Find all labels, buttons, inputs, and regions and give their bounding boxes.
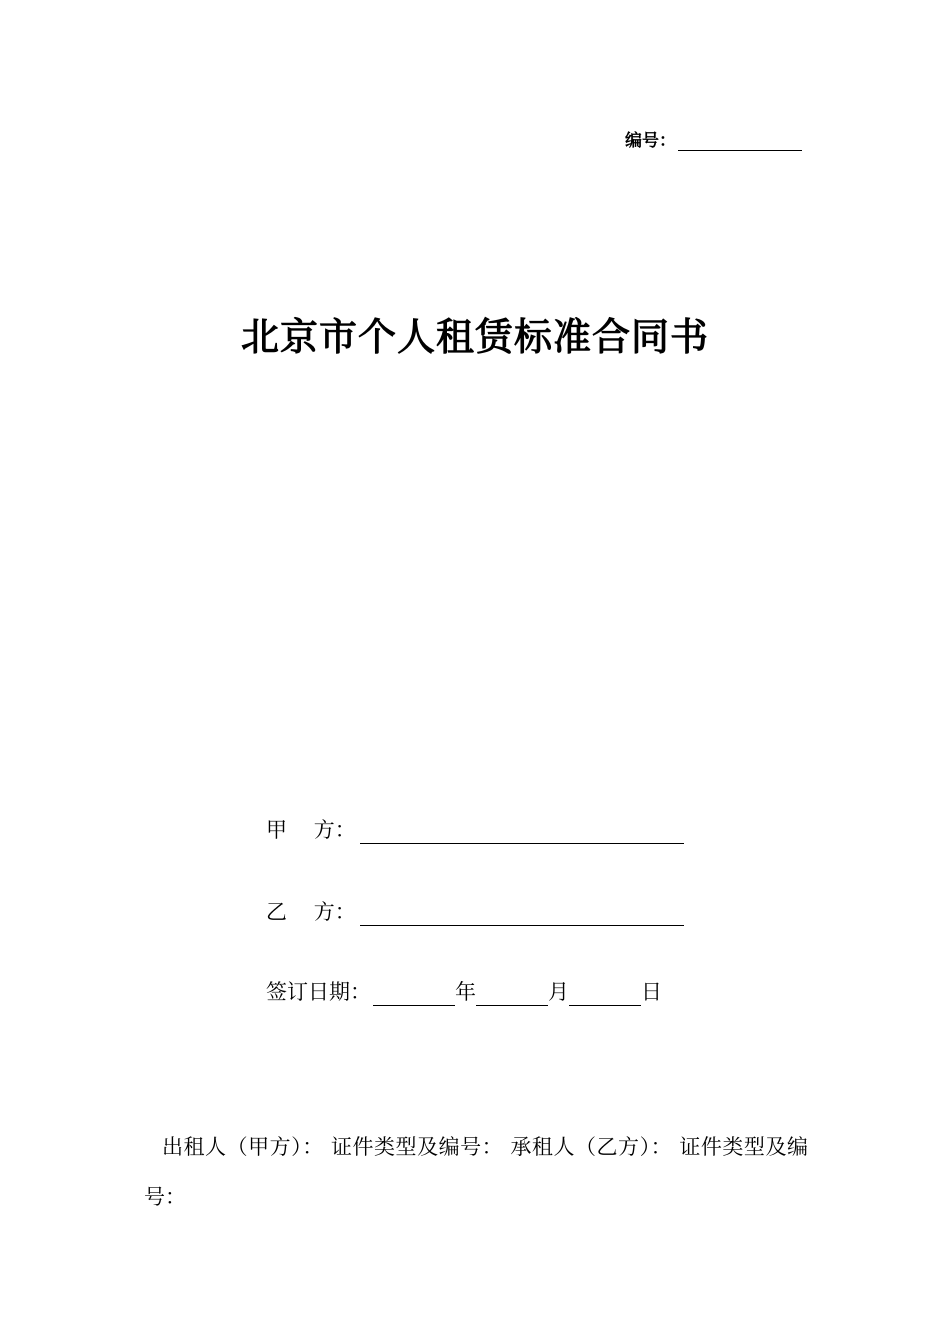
document-number-label: 编号：: [625, 131, 676, 151]
year-label: 年: [455, 980, 476, 1004]
sign-date-line: [266, 976, 662, 1006]
party-b-label: 乙 方：: [266, 900, 356, 924]
year-blank[interactable]: [373, 981, 455, 1006]
party-a-blank[interactable]: [360, 819, 684, 844]
day-label: 日: [641, 980, 662, 1004]
parties-paragraph: 出租人（甲方）： 证件类型及编号： 承租人（乙方）： 证件类型及编号：: [144, 1135, 808, 1209]
document-number: [625, 126, 802, 151]
day-blank[interactable]: [569, 981, 641, 1006]
month-blank[interactable]: [476, 981, 548, 1006]
party-a-label: 甲 方：: [266, 818, 356, 842]
document-number-blank[interactable]: [678, 130, 802, 151]
sign-date-label: 签订日期：: [266, 980, 371, 1004]
party-b-blank[interactable]: [360, 901, 684, 926]
document-title: 北京市个人租赁标准合同书: [240, 314, 709, 359]
month-label: 月: [548, 980, 569, 1004]
party-a-line: [266, 814, 684, 844]
party-b-line: [266, 896, 684, 926]
